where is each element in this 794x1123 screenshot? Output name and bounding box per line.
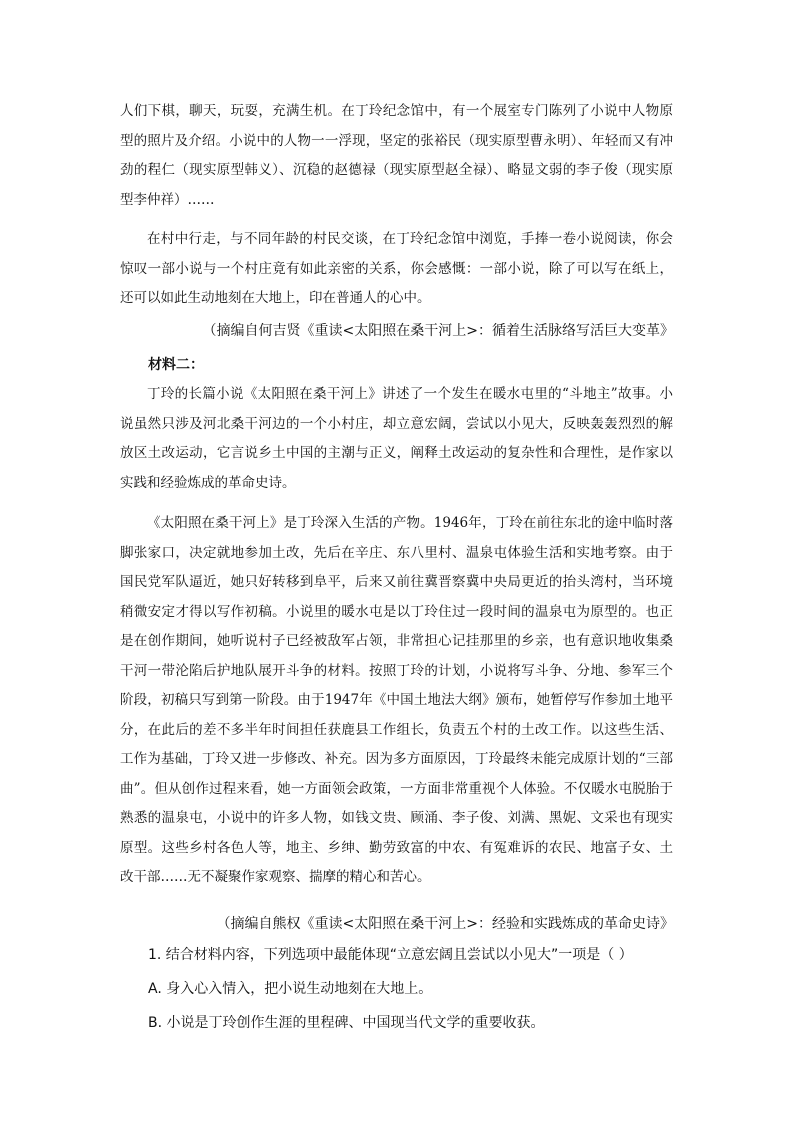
material1-paragraph-2: 在村中行走，与不同年龄的村民交谈，在丁玲纪念馆中浏览，手捧一卷小说阅读，你会惊叹一部小说与一个村庄竟有如此亲密的关系，你会感慨：一部小说，除了可以写在纸上，还可以如此生动地刻在大地上，印在普通人的心中。 [120,231,673,306]
question-1-option-b[interactable]: B. 小说是丁玲创作生涯的里程碑、中国现当代文学的重要收获。 [148,1015,545,1031]
question-1-option-a[interactable]: A. 身入心入情入，把小说生动地刻在大地上。 [148,981,433,997]
material2-source: （摘编自熊权《重读<太阳照在桑干河上>：经验和实践炼成的革命史诗》 [216,916,674,932]
material2-paragraph-2: 《太阳照在桑干河上》是丁玲深入生活的产物。1946年，丁玲在前往东北的途中临时落脚张家口，决定就地参加土改，先后在辛庄、东八里村、温泉屯体验生活和实地考察。由于国民党军队逼近，她只好转移到阜平，后来又前往冀晋察冀中央局更近的抬头湾村，当环境稍微安定才得以写作初稿。小说里的暖水屯是以丁玲住过一段时间的温泉屯为原型的。也正是在创作期间，她听说村子已经被敌军占领，非常担心记挂那里的乡亲，也有意识地收集桑干河一带沦陷后护地队展开斗争的材料。按照丁玲的计划，小说将写斗争、分地、参军三个阶段，初稿只写到第一阶段。由于1947年《中国土地法大纲》颁布，她暂停写作参加土地平分，在此后的差不多半年时间担任获鹿县工作组长，负责五个村的土改工作。以这些生活、工作为基础，丁玲又进一步修改、补充。因为多方面原因，丁玲最终未能完成原计划的“三部曲”。但从创作过程来看，她一方面领会政策，一方面非常重视个人体验。不仅暖水屯脱胎于熟悉的温泉屯，小说中的许多人物，如钱文贵、顾涌、李子俊、刘满、黑妮、文采也有现实原型。这些乡村各色人等，地主、乡绅、勤劳致富的中农、有冤难诉的农民、地富子女、土改干部……无不凝聚作家观察、揣摩的精心和苦心。 [120,515,673,885]
material1-paragraph-1: 人们下棋，聊天，玩耍，充满生机。在丁玲纪念馆中，有一个展室专门陈列了小说中人物原型的照片及介绍。小说中的人物一一浮现，坚定的张裕民（现实原型曹永明）、年轻而又有冲劲的程仁（现实原型韩义）、沉稳的赵德禄（现实原型赵全禄）、略显文弱的李子俊（现实原型李仲祥）…… [120,103,673,208]
question-1-stem: 1. 结合材料内容，下列选项中最能体现“立意宏阔且尝试以小见大”一项是（ ） [148,947,633,963]
material1-source: （摘编自何吉贤《重读<太阳照在桑干河上>：循着生活脉络写活巨大变革》 [202,323,674,339]
material2-heading: 材料二： [148,357,204,373]
material2-paragraph-1: 丁玲的长篇小说《太阳照在桑干河上》讲述了一个发生在暖水屯里的“斗地主”故事。小说虽然只涉及河北桑干河边的一个小村庄，却立意宏阔，尝试以小见大，反映轰轰烈烈的解放区土改运动，它言说乡土中国的主潮与正义，阐释土改运动的复杂性和合理性，是作家以实践和经验炼成的革命史诗。 [120,386,673,491]
